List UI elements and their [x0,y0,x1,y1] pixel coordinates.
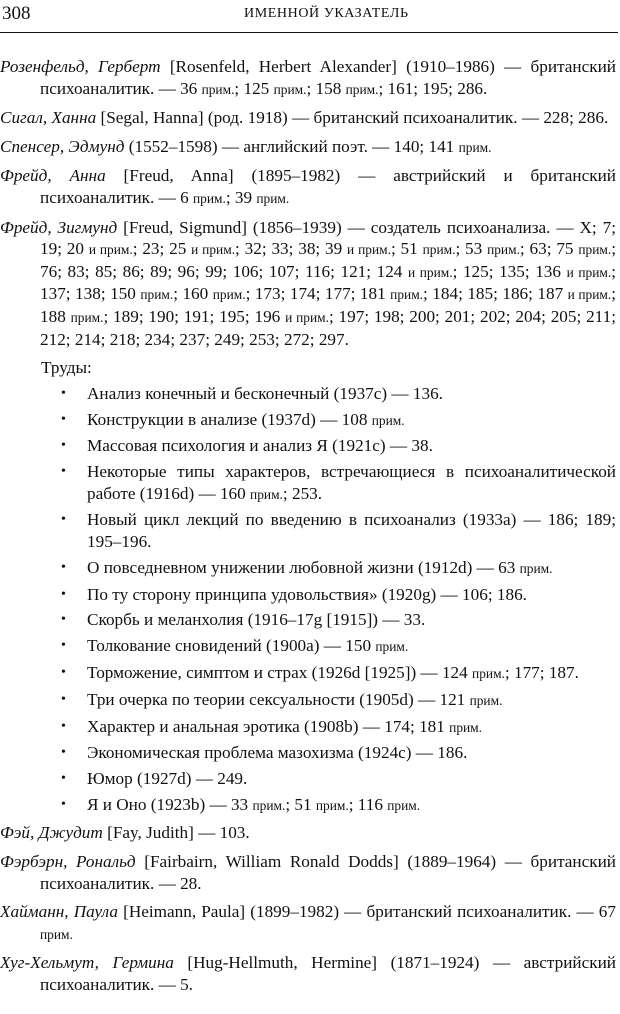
note-abbreviation: прим. [212,287,246,303]
bullet-icon: • [61,586,66,602]
work-item: • Массовая психология и анализ Я (1921c) — 38. [61,436,433,456]
index-entry: Хайманн, Паула [Heimann, Paula] (1899–1982) — британский психоаналитик. — 67 прим. [0,902,616,942]
note-abbreviation: прим. [70,309,104,325]
index-entry: Фрейд, Зигмунд [Freud, Sigmund] (1856–1939) — создатель психоанализа. — X; 7; 19; 20 и прим.; 23; 25 и прим.; 32; 33; 38; 39 и прим.; 51 прим.; 53 прим.; 63; 75 прим.; 76; 83; 85; 86; 89; 96; 99; 106; 107; 116; 121; 124 и прим.; 125; 135; 136 и прим.; 137; 138; 150 прим.; 160 прим.; 173; 174; 177; 181 прим.; 184; 185; 186; 187 и прим.; 188 прим.; 189; 190; 191; 195; 196 и прим.; 197; 198; 200; 201; 202; 204; 205; 211; 212; 214; 218; 234; 237; 249; 253; 272; 297. [0,217,616,349]
entry-name: Спенсер, Эдмунд [0,136,125,156]
entries-before [0,56,616,350]
entry-name: Фэй, Джудит [0,823,103,843]
note-abbreviation: прим. [252,797,286,813]
note-abbreviation: прим. [458,139,492,155]
note-abbreviation: и прим. [566,264,612,280]
note-abbreviation: прим. [40,926,73,942]
note-abbreviation: прим. [449,719,483,735]
index-entry: Фэй, Джудит [Fay, Judith] — 103. [0,823,250,843]
note-abbreviation: прим. [201,81,235,97]
note-abbreviation: прим. [140,287,174,303]
bullet-icon: • [61,512,66,528]
index-entry: Фрейд, Анна [Freud, Anna] (1895–1982) — австрийский и британский психоаналитик. — 6 прим.; 39 прим. [0,166,616,207]
note-abbreviation: прим. [578,242,612,258]
bullet-icon: • [61,718,66,734]
page-header [0,0,618,33]
bullet-icon: • [61,664,66,680]
bullet-icon: • [61,385,66,401]
entries-after [0,822,616,995]
bullet-icon: • [61,411,66,427]
bullet-icon: • [61,771,66,787]
note-abbreviation: прим. [371,412,405,428]
work-item: • Анализ конечный и бесконечный (1937c) — 136. [61,383,443,403]
work-item: • По ту сторону принципа удовольствия» (1920g) — 106; 186. [61,584,527,604]
entry-name: Хайманн, Паула [0,902,118,922]
entry-name: Фэрбэрн, Рональд [0,852,136,872]
note-abbreviation: прим. [519,560,553,576]
work-item: • Толкование сновидений (1900a) — 150 прим. [61,636,409,656]
entry-name: Фрейд, Анна [0,166,106,186]
entry-name: Сигал, Ханна [0,108,97,128]
work-item: • Характер и анальная эротика (1908b) — 174; 181 прим. [61,716,483,736]
work-item: • Торможение, симптом и страх (1926d [1925]) — 124 прим.; 177; 187. [61,662,579,682]
page-number: 308 [2,3,31,24]
bullet-icon: • [61,638,66,654]
bullet-icon: • [61,612,66,628]
bullet-icon: • [61,438,66,454]
index-entries [0,56,616,1003]
note-abbreviation: прим. [390,287,424,303]
note-abbreviation: прим. [315,797,349,813]
index-entry: Розенфельд, Герберт [Rosenfeld, Herbert Alexander] (1910–1986) — британский психоаналитик. — 36 прим.; 125 прим.; 158 прим.; 161; 195; 286. [0,57,616,98]
note-abbreviation: прим. [387,797,421,813]
entry-name: Розенфельд, Герберт [0,57,161,76]
bullet-icon: • [61,796,66,812]
index-entry: Сигал, Ханна [Segal, Hanna] (род. 1918) — британский психоаналитик. — 228; 286. [0,108,609,128]
work-item: • Экономическая проблема мазохизма (1924c) — 186. [61,743,468,763]
entry-name: Фрейд, Зигмунд [0,217,118,237]
note-abbreviation: и прим. [347,242,391,258]
note-abbreviation: прим. [256,190,290,206]
note-abbreviation: прим. [273,81,307,97]
bullet-icon: • [61,745,66,761]
work-item: • Юмор (1927d) — 249. [61,769,248,789]
bullet-icon: • [61,464,66,480]
work-item: • Конструкции в анализе (1937d) — 108 прим. [61,409,405,429]
note-abbreviation: прим. [469,692,503,708]
note-abbreviation: прим. [472,665,505,681]
bullet-icon: • [61,559,66,575]
note-abbreviation: прим. [192,190,226,206]
works-list [0,383,616,817]
note-abbreviation: и прим. [285,309,329,325]
work-item: • Некоторые типы характеров, встречающиеся в психоаналитической работе (1916d) — 160 прим.; 253. [61,462,616,503]
entry-name: Хуг-Хельмут, Гермина [0,953,174,973]
running-title: ИМЕННОЙ УКАЗАТЕЛЬ [244,6,409,21]
index-entry: Фэрбэрн, Рональд [Fairbairn, William Ronald Dodds] (1889–1964) — британский психоаналитик. — 28. [0,852,616,893]
note-abbreviation: и прим. [191,242,236,258]
work-item: • Скорбь и меланхолия (1916–17g [1915]) — 33. [61,610,426,630]
index-entry: Спенсер, Эдмунд (1552–1598) — английский поэт. — 140; 141 прим. [0,136,492,156]
work-item: • Новый цикл лекций по введению в психоанализ (1933a) — 186; 189; 195–196. [61,510,616,552]
bullet-icon: • [61,691,66,707]
work-item: • Я и Оно (1923b) — 33 прим.; 51 прим.; 116 прим. [61,794,421,814]
note-abbreviation: прим. [487,242,520,258]
note-abbreviation: прим. [422,242,456,258]
note-abbreviation: прим. [250,486,283,502]
work-item: • О повседневном унижении любовной жизни (1912d) — 63 прим. [61,557,553,577]
note-abbreviation: и прим. [407,264,453,280]
note-abbreviation: и прим. [567,287,612,303]
note-abbreviation: прим. [375,639,409,655]
note-abbreviation: и прим. [88,242,133,258]
index-entry: Хуг-Хельмут, Гермина [Hug-Hellmuth, Hermine] (1871–1924) — австрийский психоаналитик. — 5. [0,953,616,994]
works-label: Труды: [41,358,92,378]
note-abbreviation: прим. [345,81,379,97]
work-item: • Три очерка по теории сексуальности (1905d) — 121 прим. [61,689,503,709]
